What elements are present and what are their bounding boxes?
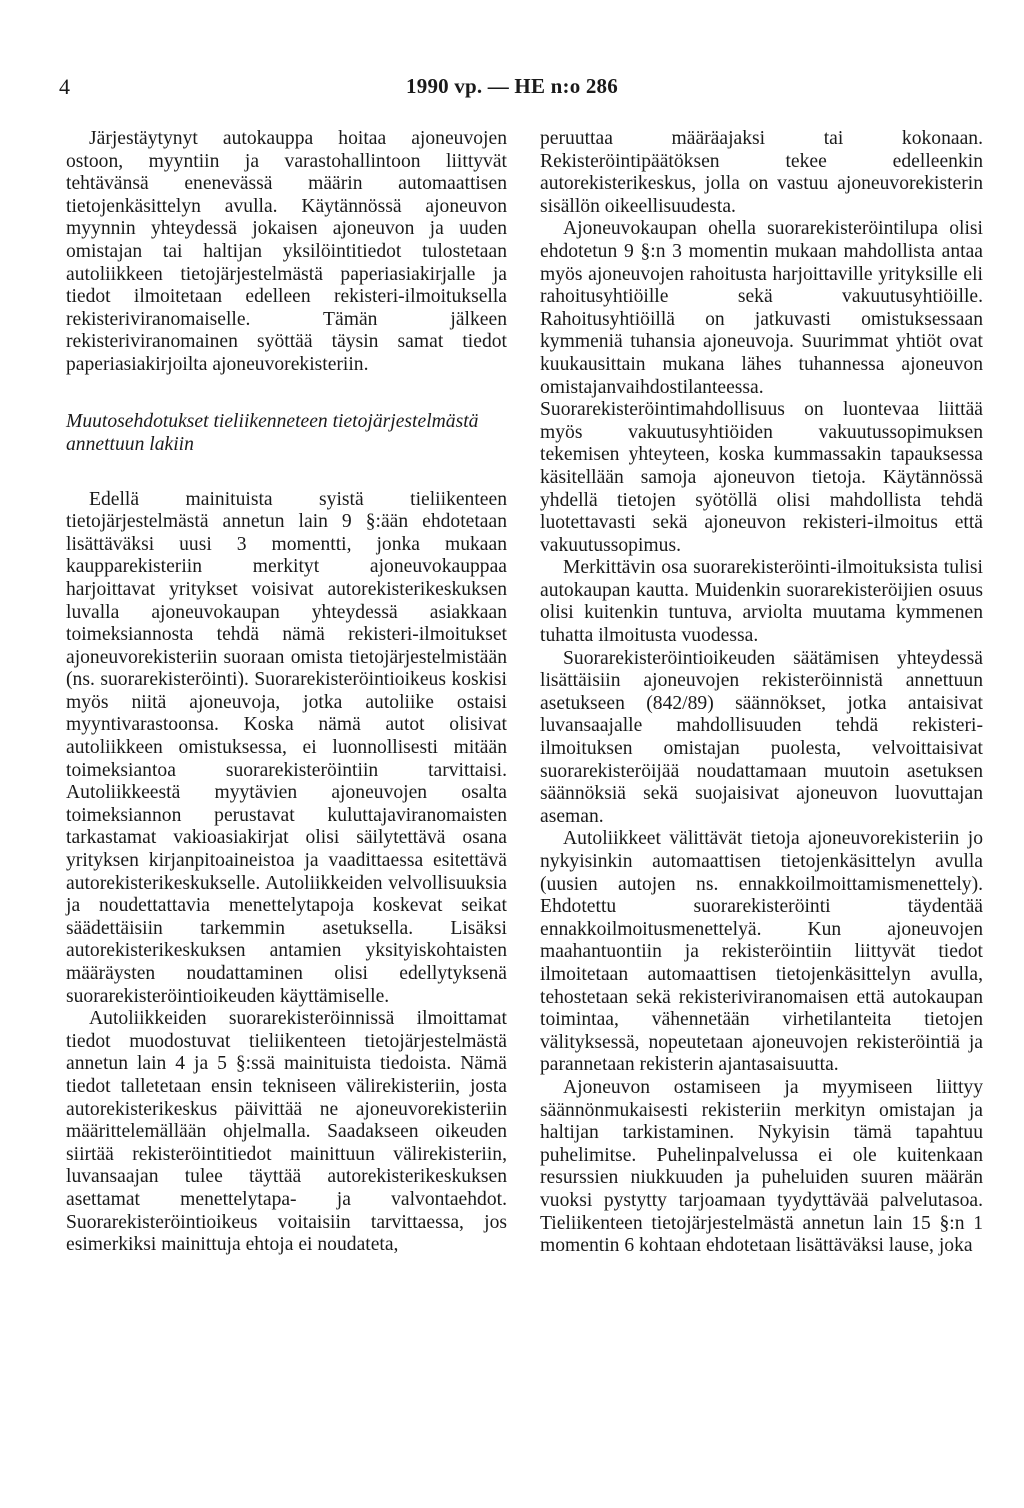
right-column <box>540 128 983 1258</box>
paragraph: Merkittävin osa suorarekisteröinti-ilmoituksista tulisi autokaupan kautta. Muidenkin suorarekisteröijien osuus olisi kuitenkin tuntuva, arviolta muutama kymmenen tuhatta ilmoitusta vuodessa. <box>540 557 983 647</box>
paragraph: Ajoneuvon ostamiseen ja myymiseen liittyy säännönmukaisesti rekisteriin merkityn omistajan ja haltijan tarkistaminen. Nykyisin tämä tapahtuu puhelimitse. Puhelinpalvelussa ei ole kuitenkaan resurssien niukkuuden ja puheluiden suuren määrän vuoksi pystytty tarjoamaan tyydyttävää palvelutasoa. Tieliikenteen tietojärjestelmästä annetun lain 15 §:n 1 momentin 6 kohtaan ehdotetaan lisättäväksi lause, joka <box>540 1076 983 1257</box>
left-column <box>66 128 507 1257</box>
paragraph: Autoliikkeet välittävät tietoja ajoneuvorekisteriin jo nykyisinkin automaattisen tietojenkäsittelyn avulla (uusien autojen ns. ennakkoilmoittamismenettely). Ehdotettu suorarekisteröinti täydentää ennakkoilmoitusmenettelyä. Kun ajoneuvojen maahantuontiin ja rekisteröintiin liittyvät tiedot ilmoitetaan automaattisen tietojenkäsittelyn avulla, tehostetaan sekä rekisteriviranomaisen että autokaupan toimintaa, vähennetään virhetilanteita tietojen välityksessä, nopeutetaan ajoneuvojen rekisteröintiä ja parannetaan rekisterin ajantasaisuutta. <box>540 828 983 1076</box>
paragraph: Autoliikkeiden suorarekisteröinnissä ilmoittamat tiedot muodostuvat tieliikenteen tietojärjestelmästä annetun lain 4 ja 5 §:ssä mainituista tiedoista. Nämä tiedot talletetaan ensin tekniseen välirekisteriin, josta autorekisterikeskus päivittää ne ajoneuvorekisteriin määrittelemällään ohjelmalla. Saadakseen oikeuden siirtää rekisteröintitiedot mainittuun välirekisteriin, luvansaajan tulee täyttää autorekisterikeskuksen asettamat menettelytapa- ja valvontaehdot. Suorarekisteröintioikeus voitaisiin tarvittaessa, jos esimerkiksi mainittuja ehtoja ei noudateta, <box>66 1008 507 1256</box>
paragraph: Järjestäytynyt autokauppa hoitaa ajoneuvojen ostoon, myyntiin ja varastohallintoon liittyvät tehtävänsä enenevässä määrin automaattisen tietojenkäsittelyn avulla. Käytännössä ajoneuvon myynnin yhteydessä jokaisen ajoneuvon ja uuden omistajan tai haltijan yksilöintitiedot tulostetaan autoliikkeen tietojärjestelmästä paperiasiakirjalle ja tiedot ilmoitetaan edelleen rekisteri-ilmoituksella rekisteriviranomaiselle. Tämän jälkeen rekisteriviranomainen syöttää täysin samat tiedot paperiasiakirjoilta ajoneuvorekisteriin. <box>66 128 507 375</box>
paragraph: Edellä mainituista syistä tieliikenteen tietojärjestelmästä annetun lain 9 §:ään ehdotetaan lisättäväksi uusi 3 momentti, jonka mukaan kaupparekisteriin merkityt ajoneuvokauppaa harjoittavat yritykset voisivat autorekisterikeskuksen luvalla ajoneuvokaupan yhteydessä asiakkaan toimeksiannosta tehdä nämä rekisteri-ilmoitukset ajoneuvorekisteriin suoraan omista tietojärjestelmistään (ns. suorarekisteröinti). Suorarekisteröintioikeus koskisi myös niitä ajoneuvoja, jotka autoliike ostaisi myyntivarastoonsa. Koska nämä autot olisivat autoliikkeen omistuksessa, ei luonnollisesti mitään toimeksiantoa suorarekisteröintiin tarvittaisi. Autoliikkeestä myytävien ajoneuvojen osalta toimeksiannon perustavat kuluttajaviranomaisten tarkastamat vakioasiakirjat olisi säilytettävä osana yrityksen kirjanpitoaineistoa ja vaadittaessa esitettävä autorekisterikeskukselle. Autoliikkeiden velvollisuuksia ja noudettattavia menettelytapoja koskevat seikat säädettäisiin tarkemmin asetuksella. Lisäksi autorekisterikeskuksen antamien yksityiskohtaisten määräysten noudattaminen olisi edellytyksenä suorarekisteröintioikeuden käyttämiselle. <box>66 488 507 1007</box>
paragraph: Ajoneuvokaupan ohella suorarekisteröintilupa olisi ehdotetun 9 §:n 3 momentin mukaan mahdollista antaa myös ajoneuvojen rahoitusta harjoittaville yrityksille eli rahoitusyhtiöille sekä vakuutusyhtiöille. Rahoitusyhtiöillä on jatkuvasti omistuksessaan kymmeniä tuhansia ajoneuvoja. Suurimmat yhtiöt ovat kuukausittain mukana lähes tuhannessa ajoneuvon omistajanvaihdostilanteessa. Suorarekisteröintimahdollisuus on luontevaa liittää myös vakuutusyhtiöiden vakuutussopimuksen tekemisen yhteyteen, koska kummassakin tapauksessa käsitellään samoja ajoneuvon tietoja. Käytännössä yhdellä tietojen syötöllä olisi mahdollista tehdä luotettavasti sekä ajoneuvon rekisteri-ilmoitus että vakuutussopimus. <box>540 218 983 556</box>
section-subheading: Muutosehdotukset tieliikenneteen tietojärjestelmästä annettuun lakiin <box>66 410 479 455</box>
paragraph: Suorarekisteröintioikeuden säätämisen yhteydessä lisättäisiin ajoneuvojen rekisteröinnistä annettuun asetukseen (842/89) säännökset, jotka antaisivat luvansaajalle mahdollisuuden tehdä rekisteri-ilmoituksen omistajan puolesta, velvoittaisivat suorarekisteröijää noudattamaan muutoin asetuksen säännöksiä sekä suojaisivat ajoneuvon luovuttajan aseman. <box>540 647 983 827</box>
page-number: 4 <box>59 74 70 99</box>
running-head: 1990 vp. — HE n:o 286 <box>406 74 618 98</box>
page-header <box>0 74 1024 104</box>
paragraph: peruuttaa määräajaksi tai kokonaan. Rekisteröintipäätöksen tekee edelleenkin autorekisterikeskus, jolla on vastuu ajoneuvorekisterin sisällön oikeellisuudesta. <box>540 128 983 217</box>
